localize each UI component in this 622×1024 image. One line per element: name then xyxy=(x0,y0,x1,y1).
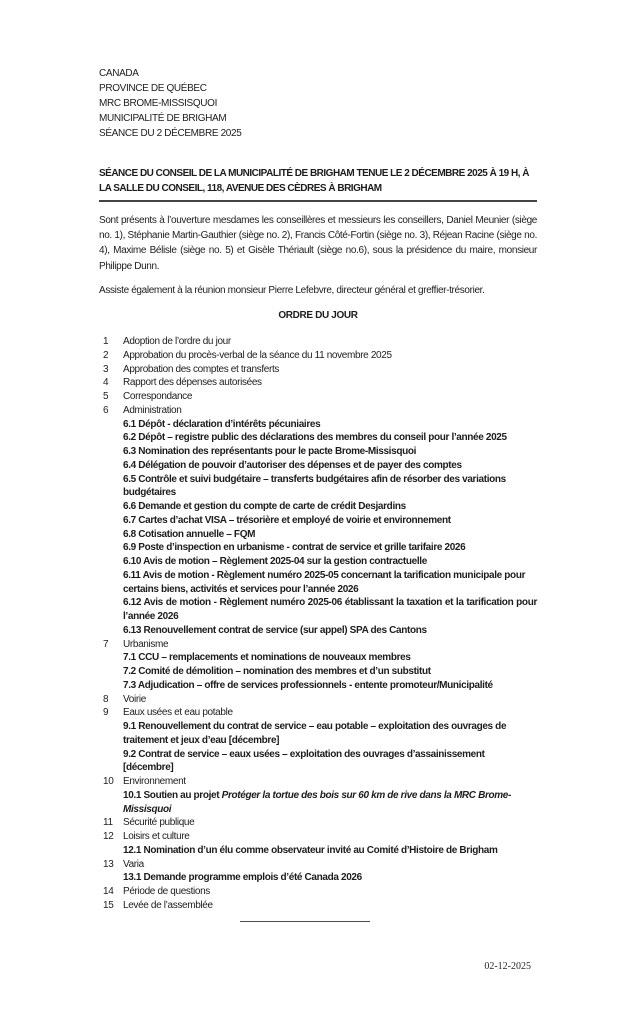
letterhead-line-municipality: MUNICIPALITÉ DE BRIGHAM xyxy=(99,113,227,124)
agenda-item-number xyxy=(99,473,123,501)
agenda-item xyxy=(99,706,537,720)
agenda-item-number: 8 xyxy=(103,693,109,705)
agenda-item-number xyxy=(99,748,123,776)
agenda-item-number: 13 xyxy=(103,858,114,870)
agenda-item-text: 6.11 Avis de motion - Règlement numéro 2025-05 concernant la tarification municipale pour certains biens, activités et services pour l’année 2026 xyxy=(123,569,526,595)
agenda-item-number xyxy=(99,541,123,555)
agenda-subitem xyxy=(99,541,537,555)
agenda-item-text: 7.3 Adjudication – offre de services professionnels - entente promoteur/Municipalité xyxy=(123,679,493,691)
agenda-subitem xyxy=(99,500,537,514)
agenda-item-text: Loisirs et culture xyxy=(123,831,190,843)
agenda-item-text: Période de questions xyxy=(123,886,210,898)
agenda-item-text: 6.6 Demande et gestion du compte de carte de crédit Desjardins xyxy=(123,501,406,513)
agenda-item-text: 6.7 Cartes d’achat VISA – trésorière et employé de voirie et environnement xyxy=(123,514,451,526)
agenda-item xyxy=(99,899,537,913)
letterhead-line-province: PROVINCE DE QUÉBEC xyxy=(99,83,207,94)
agenda-item xyxy=(99,376,537,390)
meeting-title: SÉANCE DU CONSEIL DE LA MUNICIPALITÉ DE BRIGHAM TENUE LE 2 DÉCEMBRE 2025 À 19 H, À LA SALLE DU CONSEIL, 118, AVENUE DES CÈDRES À BRIGHAM xyxy=(99,166,537,202)
agenda-item-text: 6.8 Cotisation annuelle – FQM xyxy=(123,528,256,540)
agenda-item-text: Approbation des comptes et transferts xyxy=(123,363,280,375)
agenda-subitem xyxy=(99,596,537,624)
agenda-subitem xyxy=(99,418,537,432)
agenda-item-number xyxy=(99,514,123,528)
agenda-item-number: 7 xyxy=(103,638,109,650)
agenda-item-text: Correspondance xyxy=(123,391,193,403)
agenda-subitem xyxy=(99,679,537,693)
agenda-item-number xyxy=(99,500,123,514)
agenda-item-number xyxy=(99,569,123,597)
agenda-item-text: 6.1 Dépôt - déclaration d’intérêts pécuniaires xyxy=(123,418,321,430)
letterhead-line-mrc: MRC BROME-MISSISQUOI xyxy=(99,98,218,109)
agenda-subitem xyxy=(99,473,537,501)
agenda-item xyxy=(99,638,537,652)
agenda-item-number xyxy=(99,431,123,445)
agenda-item xyxy=(99,363,537,377)
agenda-item-number: 6 xyxy=(103,404,109,416)
agenda-item-number: 14 xyxy=(103,886,114,898)
agenda-item-number: 15 xyxy=(103,899,114,911)
agenda-item-number xyxy=(99,528,123,542)
agenda-item-number xyxy=(99,844,123,858)
agenda-item-number: 3 xyxy=(103,363,109,375)
agenda-item-number: 1 xyxy=(103,336,109,348)
agenda-item xyxy=(99,816,537,830)
agenda-subitem xyxy=(99,665,537,679)
agenda-item xyxy=(99,349,537,363)
letterhead xyxy=(99,66,537,141)
agenda-item-text: 6.2 Dépôt – registre public des déclarations des membres du conseil pour l’année 2025 xyxy=(123,432,507,444)
agenda-item-text: Environnement xyxy=(123,776,186,788)
agenda-item-text: 9.2 Contrat de service – eaux usées – exploitation des ouvrages d’assainissement [décembre] xyxy=(123,748,485,774)
agenda-item xyxy=(99,775,537,789)
agenda-item-text: 6.5 Contrôle et suivi budgétaire – transferts budgétaires afin de résorber des variations budgétaires xyxy=(123,473,506,499)
agenda-item xyxy=(99,693,537,707)
agenda-item-number xyxy=(99,624,123,638)
agenda-subitem xyxy=(99,555,537,569)
agenda-item-number: 2 xyxy=(103,349,109,361)
agenda-item-text: 10.1 Soutien au projet Protéger la tortue des bois sur 60 km de rive dans la MRC Brome-Missisquoi xyxy=(123,789,511,815)
agenda-item-text: 6.3 Nomination des représentants pour le pacte Brome-Missisquoi xyxy=(123,446,417,458)
agenda-item-text: 6.13 Renouvellement contrat de service (sur appel) SPA des Cantons xyxy=(123,624,427,636)
agenda-item-number xyxy=(99,445,123,459)
agenda-item-text: Voirie xyxy=(123,693,146,705)
agenda-title: ORDRE DU JOUR xyxy=(278,310,358,322)
agenda-item-number xyxy=(99,665,123,679)
agenda-item-number: 10 xyxy=(103,776,114,788)
agenda-item-text: 6.4 Délégation de pouvoir d’autoriser des dépenses et de payer des comptes xyxy=(123,459,462,471)
agenda-item xyxy=(99,335,537,349)
agenda-subitem xyxy=(99,445,537,459)
agenda-item xyxy=(99,390,537,404)
agenda-subitem xyxy=(99,528,537,542)
agenda-item-text: Approbation du procès-verbal de la séance du 11 novembre 2025 xyxy=(123,349,392,361)
agenda-subitem xyxy=(99,431,537,445)
agenda-item-number xyxy=(99,555,123,569)
agenda-item-text: 13.1 Demande programme emplois d’été Canada 2026 xyxy=(123,872,362,884)
agenda-item-number xyxy=(99,720,123,748)
agenda-subitem xyxy=(99,720,537,748)
agenda-item-number xyxy=(99,651,123,665)
agenda-item-text: 12.1 Nomination d’un élu comme observateur invité au Comité d’Histoire de Brigham xyxy=(123,844,498,856)
agenda-item-text: Rapport des dépenses autorisées xyxy=(123,377,262,389)
intro-paragraph-attendees: Sont présents à l’ouverture mesdames les conseillères et messieurs les conseillers, Daniel Meunier (siège no. 1), Stéphanie Martin-Gauthier (siège no. 2), Francis Côté-Fortin (siège no. 3), Réjean Racine (siège no. 4), Maxime Bélisle (siège no. 5) et Gisèle Thériault (siège no.6), sous la présidence du maire, monsieur Philippe Dunn. xyxy=(99,215,537,272)
agenda-subitem xyxy=(99,871,537,885)
agenda-item-number: 4 xyxy=(103,377,109,389)
agenda-item-number: 11 xyxy=(103,817,113,829)
agenda-item-text: 7.1 CCU – remplacements et nominations de nouveaux membres xyxy=(123,652,411,664)
agenda-subitem xyxy=(99,624,537,638)
agenda-item-number xyxy=(99,418,123,432)
agenda-subitem xyxy=(99,748,537,776)
agenda-item-text: 6.9 Poste d’inspection en urbanisme - contrat de service et grille tarifaire 2026 xyxy=(123,542,466,554)
agenda-item-text: Urbanisme xyxy=(123,638,169,650)
agenda-subitem xyxy=(99,651,537,665)
agenda-item-text: Varia xyxy=(123,858,144,870)
agenda-item xyxy=(99,885,537,899)
agenda-subitem xyxy=(99,459,537,473)
agenda-list xyxy=(99,335,537,913)
agenda-item-text: Eaux usées et eau potable xyxy=(123,707,233,719)
footer-date: 02-12-2025 xyxy=(484,961,531,972)
agenda-item-number xyxy=(99,789,123,817)
agenda-item-text: Levée de l’assemblée xyxy=(123,899,213,911)
intro-paragraph-staff: Assiste également à la réunion monsieur Pierre Lefebvre, directeur général et greffier-trésorier. xyxy=(99,284,485,296)
agenda-subitem xyxy=(99,789,537,817)
agenda-item-number: 5 xyxy=(103,391,109,403)
agenda-subitem xyxy=(99,844,537,858)
document-body xyxy=(99,66,537,922)
agenda-item-number: 12 xyxy=(103,831,114,843)
agenda-item-number xyxy=(99,459,123,473)
signature-line xyxy=(240,921,370,922)
agenda-item xyxy=(99,858,537,872)
agenda-item-text: 7.2 Comité de démolition – nomination des membres et d’un substitut xyxy=(123,666,431,678)
agenda-item-text: Administration xyxy=(123,404,182,416)
agenda-item xyxy=(99,404,537,418)
agenda-item-number: 9 xyxy=(103,707,109,719)
agenda-item-text: 9.1 Renouvellement du contrat de service – eau potable – exploitation des ouvrages de traitement et jeux d’eau [décembre] xyxy=(123,721,507,746)
agenda-item-number xyxy=(99,679,123,693)
agenda-item xyxy=(99,830,537,844)
letterhead-line-session: SÉANCE DU 2 DÉCEMBRE 2025 xyxy=(99,128,242,139)
agenda-subitem xyxy=(99,569,537,597)
agenda-item-number xyxy=(99,871,123,885)
agenda-item-text: Sécurité publique xyxy=(123,817,195,829)
agenda-item-text: Adoption de l’ordre du jour xyxy=(123,336,231,348)
agenda-item-text: 6.10 Avis de motion – Règlement 2025-04 sur la gestion contractuelle xyxy=(123,556,427,568)
agenda-item-text: 6.12 Avis de motion - Règlement numéro 2025-06 établissant la taxation et la tarification pour l’année 2026 xyxy=(123,597,537,623)
letterhead-line-country: CANADA xyxy=(99,68,139,79)
agenda-subitem xyxy=(99,514,537,528)
agenda-item-number xyxy=(99,596,123,624)
